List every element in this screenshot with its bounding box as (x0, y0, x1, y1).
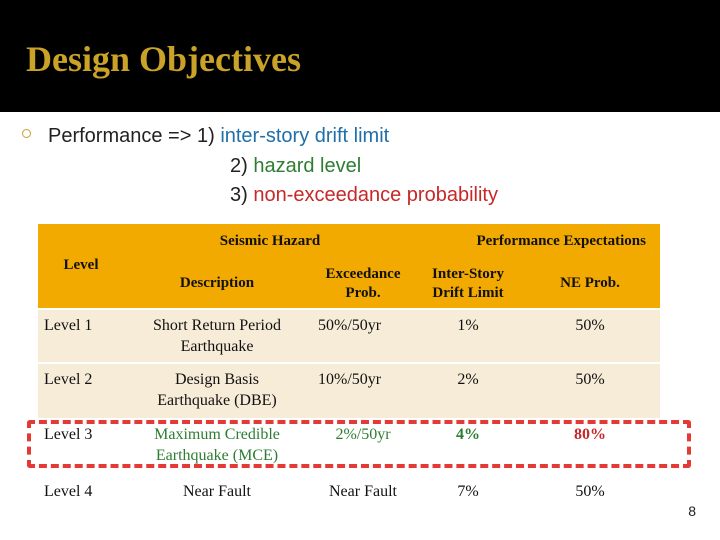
row1-ne: 50% (520, 310, 660, 362)
row3-description: Maximum Credible Earthquake (MCE) (154, 426, 280, 464)
header-exceedance-prob: Exceedance Prob. (310, 260, 416, 308)
header-level: Level (38, 224, 124, 308)
item-text-2: hazard level (253, 155, 362, 177)
item-text-1: inter-story drift limit (220, 125, 390, 147)
row4-exceedance: Near Fault (329, 483, 397, 500)
bullet-icon (22, 129, 31, 138)
row1-description: Short Return Period Earthquake (124, 310, 310, 362)
row2-drift: 2% (416, 364, 520, 418)
row3-ne: 80% (574, 426, 606, 443)
level3-highlight-box (27, 420, 691, 468)
header-description: Description (124, 260, 310, 308)
bullet-line-1 (48, 125, 389, 148)
item-num-1: 1) (196, 125, 221, 147)
item-num-2: 2) (230, 155, 254, 177)
row4-level: Level 4 (44, 483, 93, 500)
bullet-lead: Performance => (48, 125, 197, 147)
row3-exceedance: 2%/50yr (335, 426, 391, 443)
bullet-line-3 (230, 184, 498, 207)
header-ne-prob: NE Prob. (520, 260, 660, 308)
row4-description: Near Fault (183, 483, 251, 500)
header-seismic-hazard: Seismic Hazard (124, 224, 416, 260)
slide-title: Design Objectives (26, 39, 301, 79)
row2-level: Level 2 (38, 364, 124, 418)
row1-drift: 1% (416, 310, 520, 362)
header-performance-expectations: Performance Expectations (416, 224, 660, 260)
page-number: 8 (688, 503, 696, 519)
row2-description: Design Basis Earthquake (DBE) (124, 364, 310, 418)
item-text-3: non-exceedance probability (253, 184, 498, 206)
row1-level: Level 1 (38, 310, 124, 362)
title-bar (0, 0, 720, 112)
row3-drift: 4% (456, 426, 480, 443)
row2-exceedance: 10%/50yr (310, 364, 416, 418)
row4-drift: 7% (457, 483, 479, 500)
row3-level: Level 3 (44, 426, 93, 443)
header-inter-story-drift: Inter-Story Drift Limit (416, 260, 520, 308)
row2-ne: 50% (520, 364, 660, 418)
row4-ne: 50% (575, 483, 605, 500)
bullet-line-2 (230, 155, 361, 178)
row1-exceedance: 50%/50yr (310, 310, 416, 362)
item-num-3: 3) (230, 184, 254, 206)
